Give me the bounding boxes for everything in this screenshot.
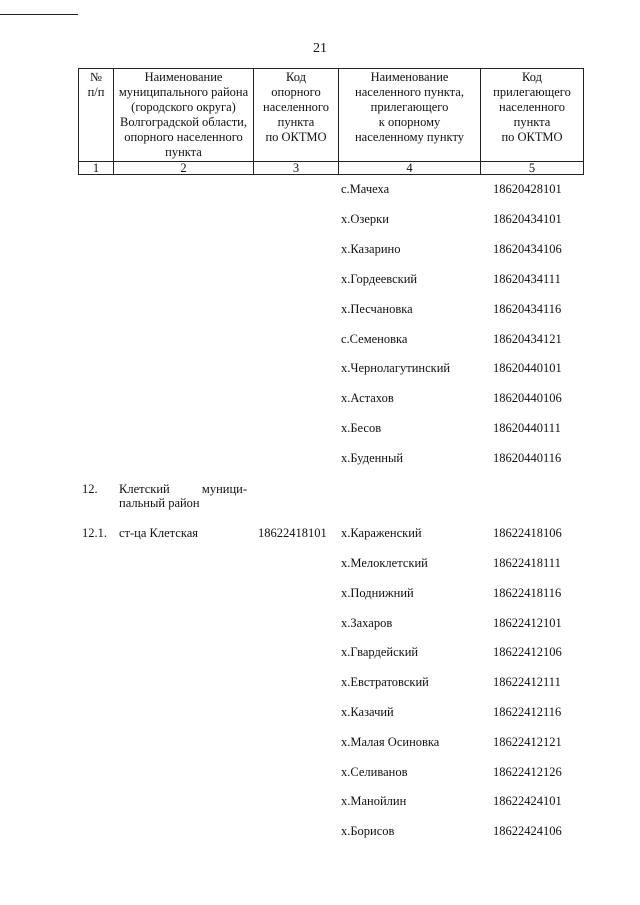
header-text: пункта	[277, 115, 315, 129]
adjacent-settlement-name: х.Бесов	[341, 421, 382, 435]
header-text: населенному пункту	[354, 130, 465, 144]
adjacent-settlement-code: 18622424101	[493, 794, 562, 808]
adjacent-settlement-code: 18622418116	[493, 586, 562, 600]
support-settlement-code: 18622418101	[258, 526, 327, 540]
adjacent-settlement-name: х.Борисов	[341, 824, 395, 838]
adjacent-settlement-name: х.Селиванов	[341, 765, 408, 779]
adjacent-settlement-code: 18620440116	[493, 451, 562, 465]
header-text: №	[90, 70, 102, 84]
header-text: по ОКТМО	[501, 130, 563, 144]
adjacent-settlement-name: х.Казачий	[341, 705, 394, 719]
page-number: 21	[313, 41, 327, 56]
adjacent-settlement-code: 18622424106	[493, 824, 562, 838]
scan-corner-line	[0, 0, 78, 15]
adjacent-settlement-name: х.Захаров	[341, 616, 393, 630]
adjacent-settlement-code: 18620434111	[493, 272, 561, 286]
adjacent-settlement-name: х.Мелоклетский	[341, 556, 428, 570]
header-col-support-code	[254, 69, 339, 162]
adjacent-settlement-name: х.Гвардейский	[341, 645, 419, 659]
header-col-district	[114, 69, 254, 162]
adjacent-settlement-name: х.Озерки	[341, 212, 389, 226]
column-number: 2	[114, 162, 254, 175]
header-col-number	[79, 69, 114, 162]
adjacent-settlement-code: 18620440111	[493, 421, 561, 435]
district-name-line: пальный район	[119, 496, 200, 510]
header-text: пункта	[165, 145, 202, 159]
adjacent-settlement-code: 18620440101	[493, 361, 562, 375]
header-text: (городского округа)	[131, 100, 236, 114]
header-text: Наименование	[370, 70, 449, 84]
adjacent-settlement-code: 18620434116	[493, 302, 562, 316]
header-col-adjacent-name	[339, 69, 481, 162]
adjacent-settlement-code: 18622418106	[493, 526, 562, 540]
adjacent-settlement-name: х.Гордеевский	[341, 272, 418, 286]
adjacent-settlement-name: х.Казарино	[341, 242, 401, 256]
district-number: 12.	[82, 482, 98, 496]
adjacent-settlement-code: 18622412116	[493, 705, 562, 719]
adjacent-settlement-code: 18622418111	[493, 556, 561, 570]
header-text: населенного	[263, 100, 329, 114]
header-col-adjacent-code	[481, 69, 584, 162]
header-text: Наименование	[144, 70, 223, 84]
adjacent-settlement-name: х.Караженский	[341, 526, 422, 540]
support-settlement-name: ст-ца Клетская	[119, 526, 199, 540]
header-text: п/п	[87, 85, 105, 99]
adjacent-settlement-code: 18620434101	[493, 212, 562, 226]
header-text: Код	[522, 70, 542, 84]
adjacent-settlement-name: х.Песчановка	[341, 302, 413, 316]
column-number: 1	[79, 162, 114, 175]
adjacent-settlement-name: х.Астахов	[341, 391, 394, 405]
adjacent-settlement-name: х.Чернолагутинский	[341, 361, 451, 375]
header-text: прилегающего	[370, 100, 449, 114]
adjacent-settlement-name: х.Буденный	[341, 451, 404, 465]
adjacent-settlement-code: 18622412101	[493, 616, 562, 630]
adjacent-settlement-code: 18620434121	[493, 332, 562, 346]
adjacent-settlement-name: с.Мачеха	[341, 182, 390, 196]
district-name	[119, 482, 247, 510]
adjacent-settlement-code: 18622412121	[493, 735, 562, 749]
header-text: муниципального района	[118, 85, 249, 99]
column-number: 5	[481, 162, 584, 175]
adjacent-settlement-name: х.Манойлин	[341, 794, 407, 808]
header-text: населенного пункта,	[355, 85, 464, 99]
adjacent-settlement-code: 18622412111	[493, 675, 561, 689]
column-number: 3	[254, 162, 339, 175]
district-name-line: Клетский муници-	[119, 482, 247, 496]
header-text: опорного населенного	[124, 130, 243, 144]
adjacent-settlement-code: 18620440106	[493, 391, 562, 405]
header-text: прилегающего	[493, 85, 571, 99]
adjacent-settlement-name: х.Поднижний	[341, 586, 414, 600]
header-text: Код	[286, 70, 306, 84]
adjacent-settlement-code: 18622412106	[493, 645, 562, 659]
header-text: пункта	[513, 115, 551, 129]
table-header	[78, 68, 584, 175]
adjacent-settlement-name: х.Евстратовский	[341, 675, 429, 689]
header-text: опорного	[271, 85, 321, 99]
adjacent-settlement-code: 18620428101	[493, 182, 562, 196]
adjacent-settlement-name: х.Малая Осиновка	[341, 735, 440, 749]
adjacent-settlement-code: 18622412126	[493, 765, 562, 779]
column-number: 4	[339, 162, 481, 175]
header-text: к опорному	[378, 115, 441, 129]
header-text: Волгоградской области,	[120, 115, 247, 129]
header-text: по ОКТМО	[265, 130, 327, 144]
adjacent-settlement-name: с.Семеновка	[341, 332, 408, 346]
support-number: 12.1.	[82, 526, 107, 540]
adjacent-settlement-code: 18620434106	[493, 242, 562, 256]
header-text: населенного	[499, 100, 565, 114]
